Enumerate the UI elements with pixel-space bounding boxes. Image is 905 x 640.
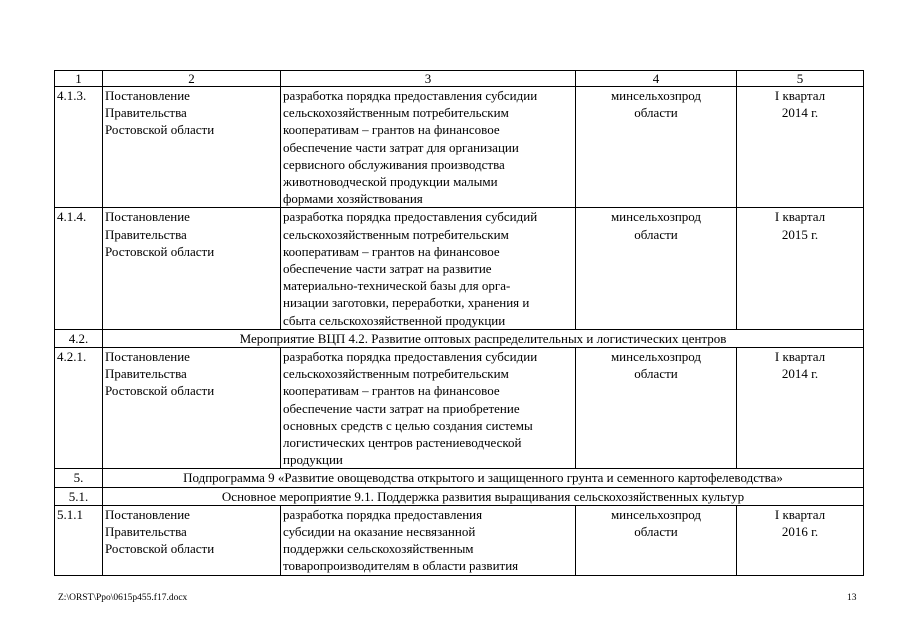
document-type: Постановление Правительства Ростовской области <box>103 505 281 575</box>
row-number: 4.1.3. <box>55 87 103 208</box>
section-title: Мероприятие ВЦП 4.2. Развитие оптовых распределительных и логистических центров <box>103 329 864 347</box>
table-row <box>55 87 864 208</box>
measure-description: разработка порядка предоставления субсидии на оказание несвязанной поддержки сельскохозяйственным товаропроизводителям в области развития <box>281 505 576 575</box>
header-cell-4: 4 <box>576 71 737 87</box>
header-cell-1: 1 <box>55 71 103 87</box>
document-type: Постановление Правительства Ростовской области <box>103 208 281 329</box>
row-number: 5.1. <box>55 487 103 505</box>
responsible-body: минсельхозпрод области <box>576 348 737 469</box>
file-path-footer: Z:\ORST\Ppo\0615p455.f17.docx <box>58 593 188 603</box>
section-row <box>55 329 864 347</box>
header-cell-3: 3 <box>281 71 576 87</box>
deadline: I квартал 2014 г. <box>737 348 864 469</box>
responsible-body: минсельхозпрод области <box>576 505 737 575</box>
table-row <box>55 208 864 329</box>
deadline: I квартал 2016 г. <box>737 505 864 575</box>
row-number: 4.2.1. <box>55 348 103 469</box>
row-number: 5.1.1 <box>55 505 103 575</box>
responsible-body: минсельхозпрод области <box>576 208 737 329</box>
document-type: Постановление Правительства Ростовской области <box>103 348 281 469</box>
subprogram-title: Подпрограмма 9 «Развитие овощеводства открытого и защищенного грунта и семенного картофелеводства» <box>103 469 864 487</box>
measure-description: разработка порядка предоставления субсидий сельскохозяйственным потребительским кооперативам – грантов на финансовое обеспечение части затрат на развитие материально-технической базы для орга- низации заготовки, переработки, хранения и сбыта сельскохозяйственной продукции <box>281 208 576 329</box>
measure-description: разработка порядка предоставления субсидии сельскохозяйственным потребительским кооперативам – грантов на финансовое обеспечение части затрат для организации сервисного обслуживания производства животноводческой продукции малыми формами хозяйствования <box>281 87 576 208</box>
header-cell-2: 2 <box>103 71 281 87</box>
row-number: 4.2. <box>55 329 103 347</box>
column-number-row <box>55 71 864 87</box>
page-number: 13 <box>847 593 857 603</box>
section-title: Основное мероприятие 9.1. Поддержка развития выращивания сельскохозяйственных культур <box>103 487 864 505</box>
table-row <box>55 505 864 575</box>
table-row <box>55 348 864 469</box>
row-number: 4.1.4. <box>55 208 103 329</box>
header-cell-5: 5 <box>737 71 864 87</box>
document-type: Постановление Правительства Ростовской области <box>103 87 281 208</box>
measures-table <box>54 70 864 576</box>
section-row <box>55 469 864 487</box>
deadline: I квартал 2014 г. <box>737 87 864 208</box>
section-row <box>55 487 864 505</box>
measure-description: разработка порядка предоставления субсидии сельскохозяйственным потребительским кооперативам – грантов на финансовое обеспечение части затрат на приобретение основных средств с целью создания системы логистических центров растениеводческой продукции <box>281 348 576 469</box>
row-number: 5. <box>55 469 103 487</box>
responsible-body: минсельхозпрод области <box>576 87 737 208</box>
deadline: I квартал 2015 г. <box>737 208 864 329</box>
